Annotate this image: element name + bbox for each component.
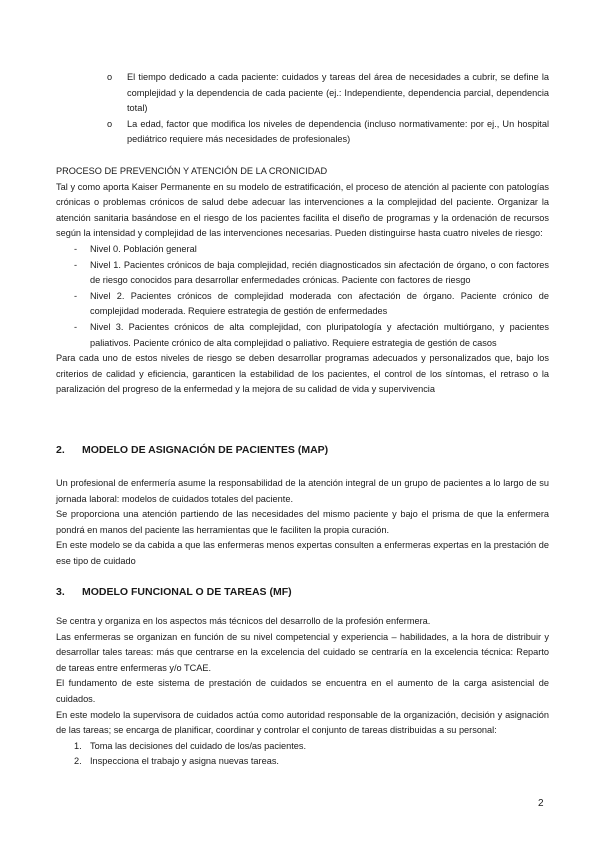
bullet-marker: o	[107, 72, 113, 82]
section-mf-body	[56, 614, 549, 770]
dash-marker: -	[74, 243, 78, 254]
list-item-text: Toma las decisiones del cuidado de los/as pacientes.	[90, 740, 307, 751]
heading-number: 3.	[56, 586, 65, 598]
list-item-text: Nivel 3. Pacientes crónicos de alta complejidad, con pluripatología y afectación multiórgano, y pacientes paliativos. Paciente crónico de alta complejidad o paliativo. Requiere estrategia de gestión de casos	[90, 321, 549, 348]
list-item	[56, 258, 549, 289]
paragraph: Tal y como aporta Kaiser Permanente en su modelo de estratificación, el proceso de atención al paciente con patologías crónicas o problemas crónicos de salud debe adecuar las intervenciones a la complejidad del paciente. Organizar la atención sanitaria basándose en el riesgo de los pacientes facilita el diseño de programas y la ordenación de recursos según la intensidad y complejidad de las intervenciones necesarias. Pueden distinguirse hasta cuatro niveles de riesgo:	[56, 181, 549, 239]
heading-number: 2.	[56, 444, 65, 456]
paragraph: Las enfermeras se organizan en función de su nivel competencial y experiencia – habilidades, a la hora de distribuir y desarrollar tales tareas: más que centrarse en la excelencia del cuidado se centraría en la excelencia técnica: Reparto de tareas entre enfermeras y/o TCAE.	[56, 631, 549, 673]
heading-title: MODELO FUNCIONAL O DE TAREAS (MF)	[82, 586, 292, 598]
paragraph: En este modelo se da cabida a que las enfermeras menos expertas consulten a enfermeras expertas en la prestación de ese tipo de cuidado	[56, 540, 549, 566]
bullet-marker: o	[107, 118, 113, 129]
section-heading-mf	[56, 586, 292, 598]
list-item	[56, 320, 549, 351]
list-item	[56, 242, 549, 258]
section-map-body	[56, 476, 549, 570]
bullet-item	[107, 70, 549, 117]
list-item-text: Nivel 2. Pacientes crónicos de complejidad moderada con afectación de órgano. Paciente crónico de complejidad moderada. Requiere estrategia de gestión de enfermedades	[90, 290, 549, 317]
section-heading-map	[56, 444, 328, 456]
paragraph: En este modelo la supervisora de cuidados actúa como autoridad responsable de la organización, decisión y asignación de las tareas; se encarga de planificar, coordinar y controlar el conjunto de tareas distribuidas a su personal:	[56, 709, 549, 736]
paragraph: Se centra y organiza en los aspectos más técnicos del desarrollo de la profesión enfermera.	[56, 616, 431, 626]
intro-bullet-list	[107, 70, 549, 148]
bullet-text: El tiempo dedicado a cada paciente: cuidados y tareas del área de necesidades a cubrir, se define la complejidad y la dependencia de cada paciente (ej.: Independiente, dependencia parcial, dependencia total)	[127, 72, 549, 114]
numbered-list	[56, 739, 549, 770]
heading-title: MODELO DE ASIGNACIÓN DE PACIENTES (MAP)	[82, 444, 329, 456]
section-prevencion	[56, 164, 549, 398]
list-item-text: Nivel 1. Pacientes crónicos de baja complejidad, recién diagnosticados sin afectación de órgano, o con factores de riesgo conocidos para desarrollar enfermedades crónicas. Paciente con factores de riesgo	[90, 259, 549, 286]
list-item	[56, 754, 549, 770]
number-marker: 2.	[74, 756, 82, 767]
risk-level-list	[56, 242, 549, 351]
list-item-text: Inspecciona el trabajo y asigna nuevas tareas.	[90, 756, 279, 767]
number-marker: 1.	[74, 740, 82, 751]
list-item-text: Nivel 0. Población general	[90, 243, 197, 254]
paragraph: Un profesional de enfermería asume la responsabilidad de la atención integral de un grupo de pacientes a lo largo de su jornada laboral: modelos de cuidados totales del paciente.	[56, 478, 549, 504]
paragraph: Para cada uno de estos niveles de riesgo se deben desarrollar programas adecuados y personalizados que, bajo los criterios de calidad y eficiencia, garanticen la estabilidad de los pacientes, el control de los síntomas, el retraso o la paralización del progreso de la enfermedad y la mejora de su calidad de vida y supervivencia	[56, 353, 549, 395]
paragraph: El fundamento de este sistema de prestación de cuidados se encuentra en el aumento de la carga asistencial de cuidados.	[56, 678, 549, 704]
bullet-text: La edad, factor que modifica los niveles de dependencia (incluso normativamente: por ej., Un hospital pediátrico requiere más necesidades de profesionales)	[127, 118, 549, 145]
dash-marker: -	[74, 290, 78, 301]
page-number: 2	[538, 798, 544, 809]
section-title: PROCESO DE PREVENCIÓN Y ATENCIÓN DE LA CRONICIDAD	[56, 166, 328, 176]
paragraph: Se proporciona una atención partiendo de las necesidades del mismo paciente y bajo el prisma de que la enfermera pondrá en manos del paciente las herramientas que le faciliten la propia curación.	[56, 509, 549, 535]
list-item	[56, 289, 549, 320]
dash-marker: -	[74, 321, 78, 332]
list-item	[56, 739, 549, 755]
bullet-item	[107, 117, 549, 148]
dash-marker: -	[74, 259, 78, 270]
